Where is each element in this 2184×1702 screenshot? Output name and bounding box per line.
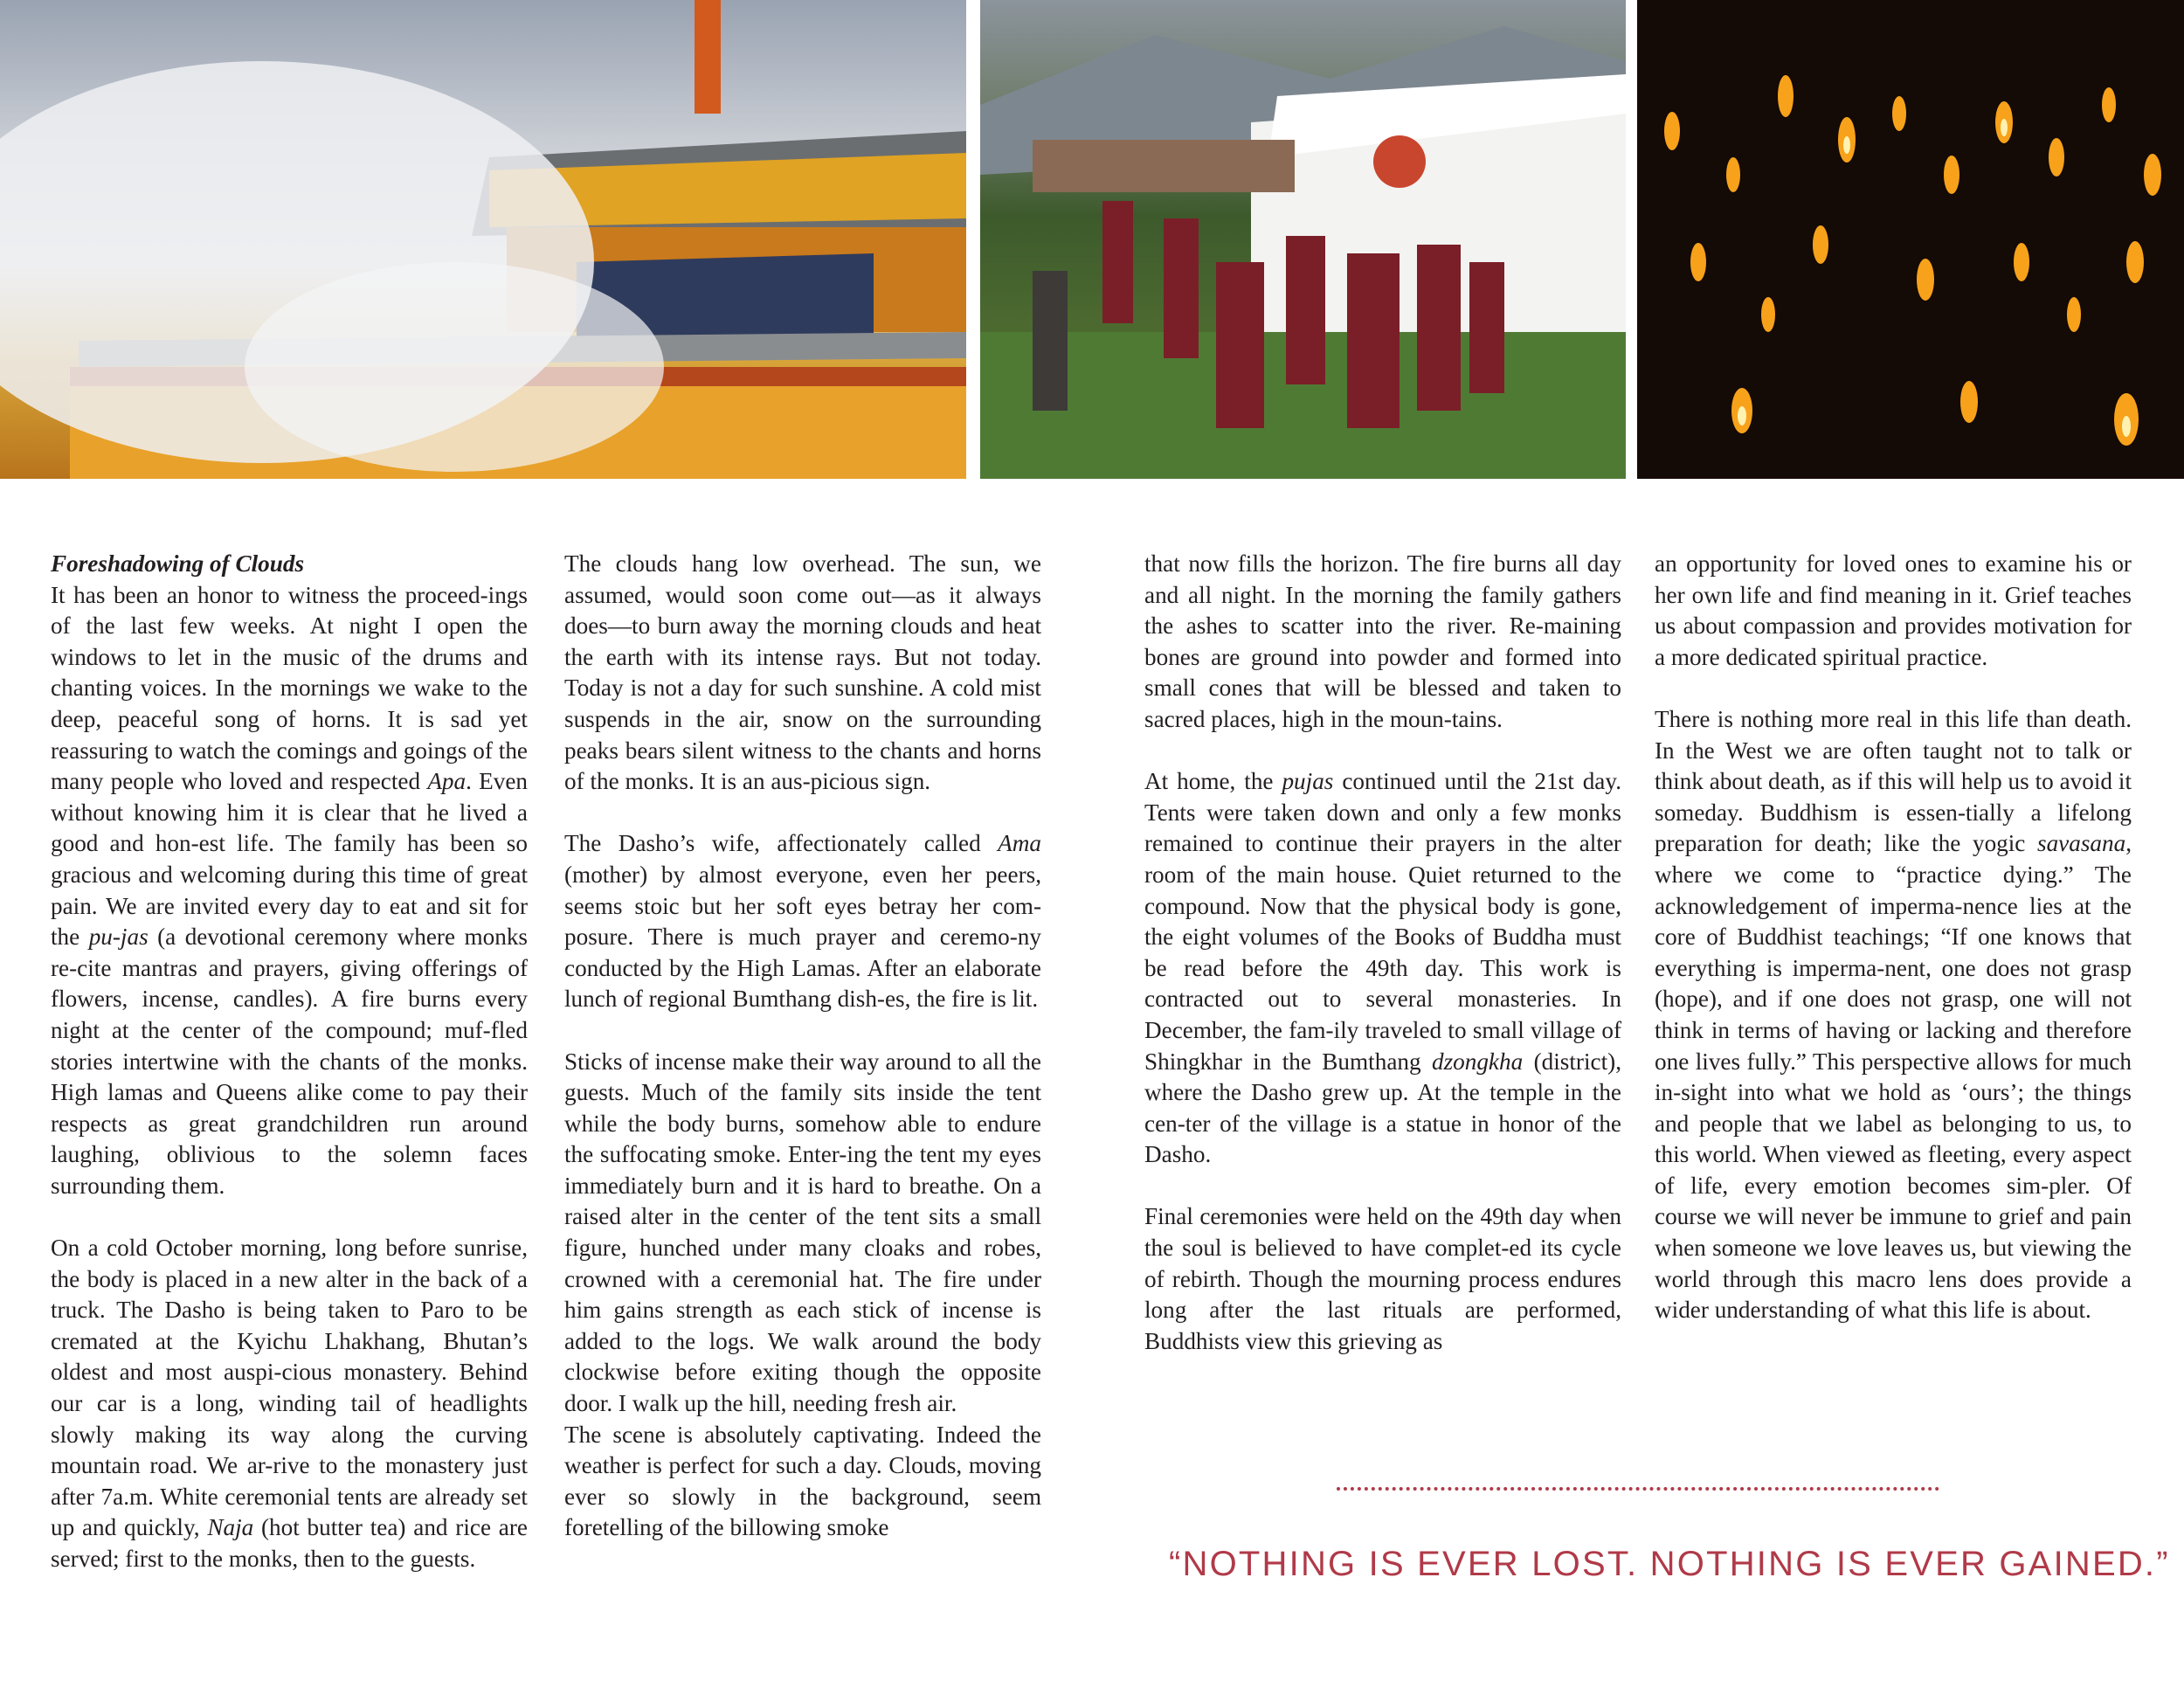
paragraph: There is nothing more real in this life than death. In the West we are often taught not to talk or think about death, as if this will help us to avoid it someday. Buddhism is essen-tially a lifelong preparation for death; like the yogic savasana, where we come to “practice dying.” The acknowledgement of imperma-nence lies at the core of Buddhist teachings; “If one knows that everything is imperma-nent, one does not grasp (hope), and if one does not grasp, one will not think in terms of having or lacking and therefore one lives fully.” This perspective allows for much in-sight into what we hold as ‘ours’; the things and people that we label as belonging to us, to this world. When viewed as fleeting, every aspect of life, every emotion becomes sim-pler. Of course we will never be immune to grief and pain when someone we love leaves us, but viewing the world through this macro lens does provide a wider understanding of what this life is about.: [1655, 705, 2132, 1324]
paragraph: It has been an honor to witness the proceed-ings of the last few weeks. At night I open the windows to let in the music of the drums and chanting voices. In the mornings we wake to the deep, peaceful song of horns. It is sad yet reassuring to watch the comings and goings of the many people who loved and respected Apa. Even without knowing him it is clear that he lived a good and hon-est life. The family has been so gracious and welcoming during this time of great pain. We are invited every day to eat and sit for the pu-jas (a devotional ceremony where monks re-cite mantras and prayers, giving offerings of flowers, incense, candles). A fire burns every night at the center of the compound; muf-fled stories intertwine with the chants of the monks. High lamas and Queens alike come to pay their respects as great grandchildren run around laughing, oblivious to the solemn faces surrounding them.: [51, 581, 528, 1199]
temple-roof-photo: [0, 0, 966, 479]
article-column-1: [51, 549, 528, 1575]
section-heading: Foreshadowing of Clouds: [51, 550, 305, 577]
paragraph: The clouds hang low overhead. The sun, we assumed, would soon come out—as it always does—to burn away the morning clouds and heat the earth with its intense rays. But not today. Today is not a day for such sunshine. A cold mist suspends in the air, snow on the surrounding peaks bears silent witness to the chants and horns of the monks. It is an aus-picious sign.: [564, 550, 1041, 795]
paragraph: The scene is absolutely captivating. Indeed the weather is perfect for such a day. Clouds, moving ever so slowly in the background, seem foretelling of the billowing smoke: [564, 1421, 1041, 1541]
paragraph: Final ceremonies were held on the 49th day when the soul is believed to have complet-ed its cycle of rebirth. Though the mourning process endures long after the last rituals are performed, Buddhists view this grieving as: [1144, 1203, 1621, 1354]
paragraph: that now fills the horizon. The fire burns all day and all night. In the morning the family gathers the ashes to scatter into the river. Re-maining bones are ground into powder and formed into small cones that will be blessed and taken to sacred places, high in the moun-tains.: [1144, 550, 1621, 732]
butter-lamps-photo: [1637, 0, 2184, 479]
paragraph: At home, the pujas continued until the 21st day. Tents were taken down and only a few monks remained to continue their prayers in the alter room of the main house. Quiet returned to the compound. Now that the physical body is gone, the eight volumes of the Books of Buddha must be read before the 49th day. This work is contracted out to several monasteries. In December, the fam-ily traveled to small village of Shingkhar in the Bumthang dzongkha (district), where the Dasho grew up. At the temple in the cen-ter of the village is a statue in honor of the Dasho.: [1144, 768, 1621, 1168]
pull-quote: “NOTHING IS EVER LOST. NOTHING IS EVER GAINED.”: [1169, 1545, 2170, 1583]
article-column-4: [1655, 549, 2132, 1326]
article-column-3: [1144, 549, 1621, 1357]
monks-photo: [980, 0, 1626, 479]
paragraph: Sticks of incense make their way around to all the guests. Much of the family sits inside the tent while the body burns, somehow able to endure the suffocating smoke. Enter-ing the tent my eyes immediately burn and it is hard to breathe. On a raised alter in the center of the tent sits a small figure, hunched under many cloaks and robes, crowned with a ceremonial hat. The fire under him gains strength as each stick of incense is added to the logs. We walk around the body clockwise before exiting though the opposite door. I walk up the hill, needing fresh air.: [564, 1048, 1041, 1417]
article-column-2: [564, 549, 1041, 1544]
paragraph: an opportunity for loved ones to examine his or her own life and find meaning in it. Grief teaches us about compassion and provides motivation for a more dedicated spiritual practice.: [1655, 550, 2132, 670]
paragraph: The Dasho’s wife, affectionately called Ama (mother) by almost everyone, even her peers, seems stoic but her soft eyes betray her com-posure. There is much prayer and ceremo-ny conducted by the High Lamas. After an elaborate lunch of regional Bumthang dish-es, the fire is lit.: [564, 830, 1041, 1013]
paragraph: On a cold October morning, long before sunrise, the body is placed in a new alter in the back of a truck. The Dasho is being taken to Paro to be cremated at the Kyichu Lhakhang, Bhutan’s oldest and most auspi-cious monastery. Behind our car is a long, winding tail of headlights slowly making its way along the curving mountain road. We ar-rive to the monastery just after 7a.m. White ceremonial tents are already set up and quickly, Naja (hot butter tea) and rice are served; first to the monks, then to the guests.: [51, 1235, 528, 1572]
dotted-divider: [1337, 1487, 1939, 1491]
